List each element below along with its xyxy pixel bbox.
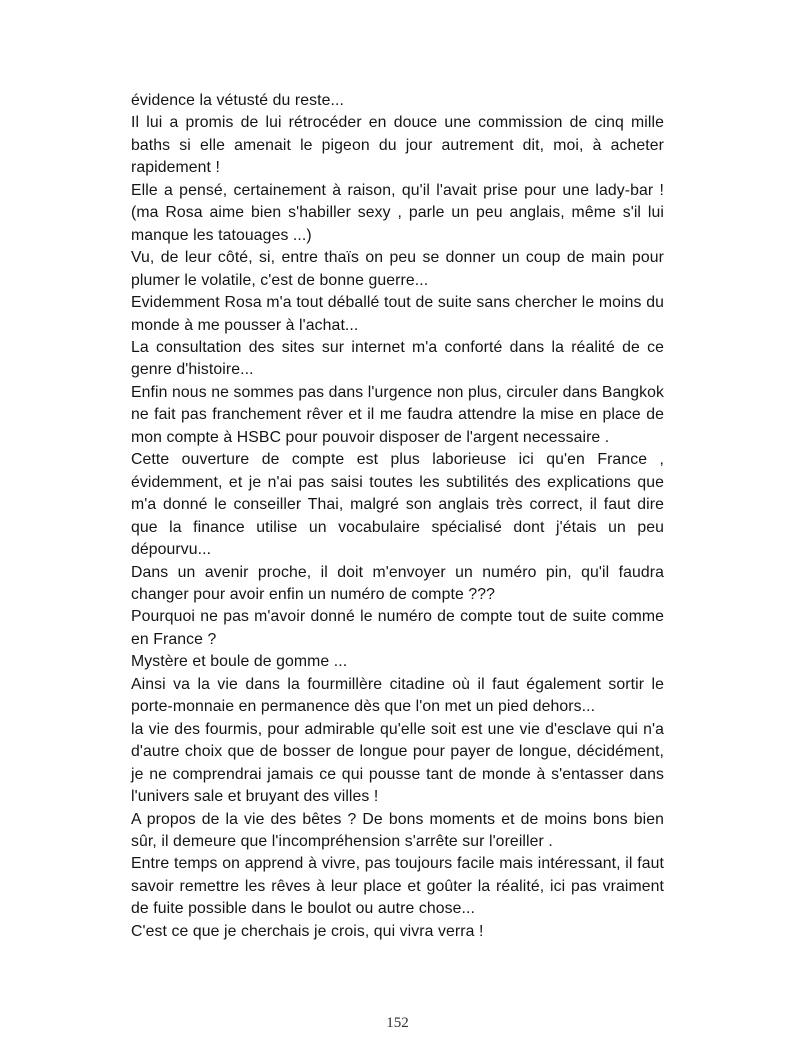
paragraph: Mystère et boule de gomme ... — [131, 653, 348, 671]
paragraph: La consultation des sites sur internet m'a conforté dans la réalité de ce genre d'histoire... — [131, 338, 664, 379]
body-text — [131, 90, 664, 943]
paragraph: Ainsi va la vie dans la fourmillère citadine où il faut également sortir le porte-monnaie en permanence dès que l'on met un pied dehors... — [131, 675, 664, 716]
paragraph: la vie des fourmis, pour admirable qu'elle soit est une vie d'esclave qui n'a d'autre choix que de bosser de longue pour payer de longue, décidément, je ne comprendrai jamais ce qui pousse tant de monde à s'entasser dans l'univers sale et bruyant des villes ! — [131, 720, 664, 806]
paragraph: Enfin nous ne sommes pas dans l'urgence non plus, circuler dans Bangkok ne fait pas franchement rêver et il me faudra attendre la mise en place de mon compte à HSBC pour pouvoir disposer de l'argent necessaire . — [131, 383, 664, 446]
paragraph: A propos de la vie des bêtes ? De bons moments et de moins bons bien sûr, il demeure que l'incompréhension s'arrête sur l'oreiller . — [131, 810, 664, 850]
paragraph: Evidemment Rosa m'a tout déballé tout de suite sans chercher le moins du monde à me pousser à l'achat... — [131, 294, 664, 334]
paragraph: Elle a pensé, certainement à raison, qu'il l'avait prise pour une lady-bar ! (ma Rosa aime bien s'habiller sexy , parle un peu anglais, même s'il lui manque les tatouages ...) — [131, 181, 664, 244]
paragraph: C'est ce que je cherchais je crois, qui vivra verra ! — [131, 922, 484, 940]
page-number: 152 — [386, 1015, 409, 1031]
paragraph: Il lui a promis de lui rétrocéder en douce une commission de cinq mille baths si elle amenait le pigeon du jour autrement dit, moi, à acheter rapidement ! — [131, 114, 664, 177]
paragraph: Vu, de leur côté, si, entre thaïs on peu se donner un coup de main pour plumer le volatile, c'est de bonne guerre... — [131, 249, 664, 289]
paragraph: Dans un avenir proche, il doit m'envoyer un numéro pin, qu'il faudra changer pour avoir enfin un numéro de compte ??? — [131, 563, 664, 603]
paragraph: Entre temps on apprend à vivre, pas toujours facile mais intéressant, il faut savoir remettre les rêves à leur place et goûter la réalité, ici pas vraiment de fuite possible dans le boulot ou autre chose... — [131, 855, 664, 918]
paragraph: Pourquoi ne pas m'avoir donné le numéro de compte tout de suite comme en France ? — [131, 608, 664, 648]
paragraph: évidence la vétusté du reste... — [131, 92, 344, 109]
paragraph: Cette ouverture de compte est plus laborieuse ici qu'en France , évidemment, et je n'ai pas saisi toutes les subtilités des explications que m'a donné le conseiller Thai, malgré son anglais très correct, il faut dire que la finance utilise un vocabulaire spécialisé dont j'étais un peu dépourvu... — [131, 451, 664, 559]
